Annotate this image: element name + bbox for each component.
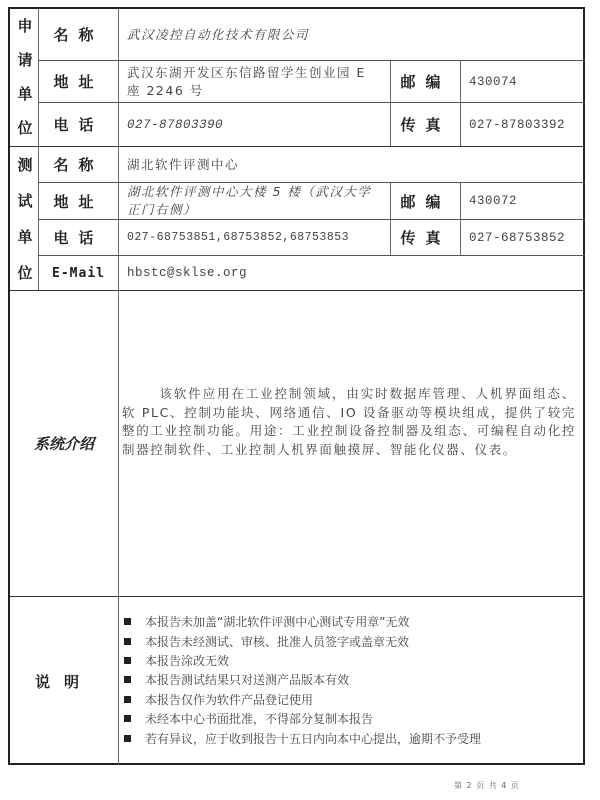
tester-postcode-value: 430072 xyxy=(469,194,518,208)
system-intro-label: 系统介绍 xyxy=(33,435,94,453)
square-bullet-icon xyxy=(124,638,131,645)
label-text: 地址 xyxy=(53,73,104,91)
square-bullet-icon xyxy=(124,696,131,703)
applicant-postcode-value: 430074 xyxy=(469,74,518,89)
tester-email-value: hbstc@sklse.org xyxy=(127,266,248,280)
label-text: 邮编 xyxy=(400,192,451,211)
page-number: 第 2 页 共 4 页 xyxy=(454,781,520,790)
applicant-fax-value: 027-87803392 xyxy=(469,117,566,132)
label-text: 名称 xyxy=(53,156,104,174)
group-char: 位 xyxy=(17,118,33,137)
group-char: 位 xyxy=(17,264,33,283)
notes-list xyxy=(122,612,582,748)
note-text: 本报告涂改无效 xyxy=(145,653,230,668)
group-char: 申 xyxy=(17,17,33,36)
group-char: 试 xyxy=(17,191,33,210)
tester-fax-value: 027-68753852 xyxy=(469,230,566,245)
applicant-name-label xyxy=(39,9,118,60)
applicant-address-label xyxy=(39,61,118,102)
notes-label: 说明 xyxy=(34,672,93,691)
group-char: 请 xyxy=(17,51,33,70)
note-item xyxy=(122,690,582,709)
note-item xyxy=(122,651,582,670)
square-bullet-icon xyxy=(124,618,131,625)
applicant-phone-label xyxy=(39,103,118,146)
note-text: 本报告未经测试、审核、批准人员签字或盖章无效 xyxy=(145,634,410,649)
tester-address-label xyxy=(39,183,118,219)
square-bullet-icon xyxy=(124,657,131,664)
applicant-postcode-label xyxy=(391,61,460,102)
note-text: 未经本中心书面批准，不得部分复制本报告 xyxy=(145,712,374,727)
applicant-phone-value: 027-87803390 xyxy=(127,117,224,132)
note-text: 本报告测试结果只对送测产品版本有效 xyxy=(145,673,350,688)
applicant-group-label xyxy=(10,9,40,144)
tester-name-label xyxy=(39,147,118,182)
tester-name-value: 湖北软件评测中心 xyxy=(127,156,240,172)
label-text: 传真 xyxy=(400,229,451,247)
note-item xyxy=(122,728,582,747)
system-intro-text: 该软件应用在工业控制领域，由实时数据库管理、人机界面组态、软 PLC、控制功能块、网络通信、IO 设备驱动等模块组成，提供了较完整的工业控制功能。用途：工业控制设备控制器及组态、可编程自动化控制器控制软件、工业控制人机界面触摸屏、智能化仪器、仪表。 xyxy=(122,386,576,457)
label-text: 电话 xyxy=(53,229,104,247)
note-item xyxy=(122,612,582,631)
square-bullet-icon xyxy=(124,735,131,742)
note-text: 本报告仅作为软件产品登记使用 xyxy=(145,692,314,707)
label-text: 电话 xyxy=(53,116,104,134)
applicant-fax-label xyxy=(391,103,460,146)
tester-email-label xyxy=(39,256,118,290)
report-form xyxy=(8,7,585,765)
group-char: 单 xyxy=(17,228,33,247)
note-item xyxy=(122,709,582,728)
note-item xyxy=(122,631,582,650)
label-text: E-Mail xyxy=(52,265,105,281)
applicant-address-value: 武汉东湖开发区东信路留学生创业园 E 座 2246 号 xyxy=(127,64,366,98)
applicant-name-value: 武汉凌控自动化技术有限公司 xyxy=(127,26,310,42)
label-text: 名称 xyxy=(53,26,104,44)
note-item xyxy=(122,670,582,689)
label-text: 地址 xyxy=(53,192,104,211)
label-text: 传真 xyxy=(400,116,451,134)
note-text: 本报告未加盖“湖北软件评测中心测试专用章”无效 xyxy=(145,615,410,630)
tester-postcode-label xyxy=(391,183,460,219)
label-text: 邮编 xyxy=(400,73,451,91)
group-char: 测 xyxy=(17,155,33,174)
tester-phone-label xyxy=(39,220,118,255)
tester-phone-value: 027-68753851,68753852,68753853 xyxy=(127,230,350,244)
tester-group-label xyxy=(10,146,40,291)
square-bullet-icon xyxy=(124,676,131,683)
tester-fax-label xyxy=(391,220,460,255)
tester-address-value: 湖北软件评测中心大楼 5 楼（武汉大学正门右侧） xyxy=(127,184,372,217)
group-char: 单 xyxy=(17,84,33,103)
square-bullet-icon xyxy=(124,715,131,722)
note-text: 若有异议，应于收到报告十五日内向本中心提出，逾期不予受理 xyxy=(145,731,482,746)
